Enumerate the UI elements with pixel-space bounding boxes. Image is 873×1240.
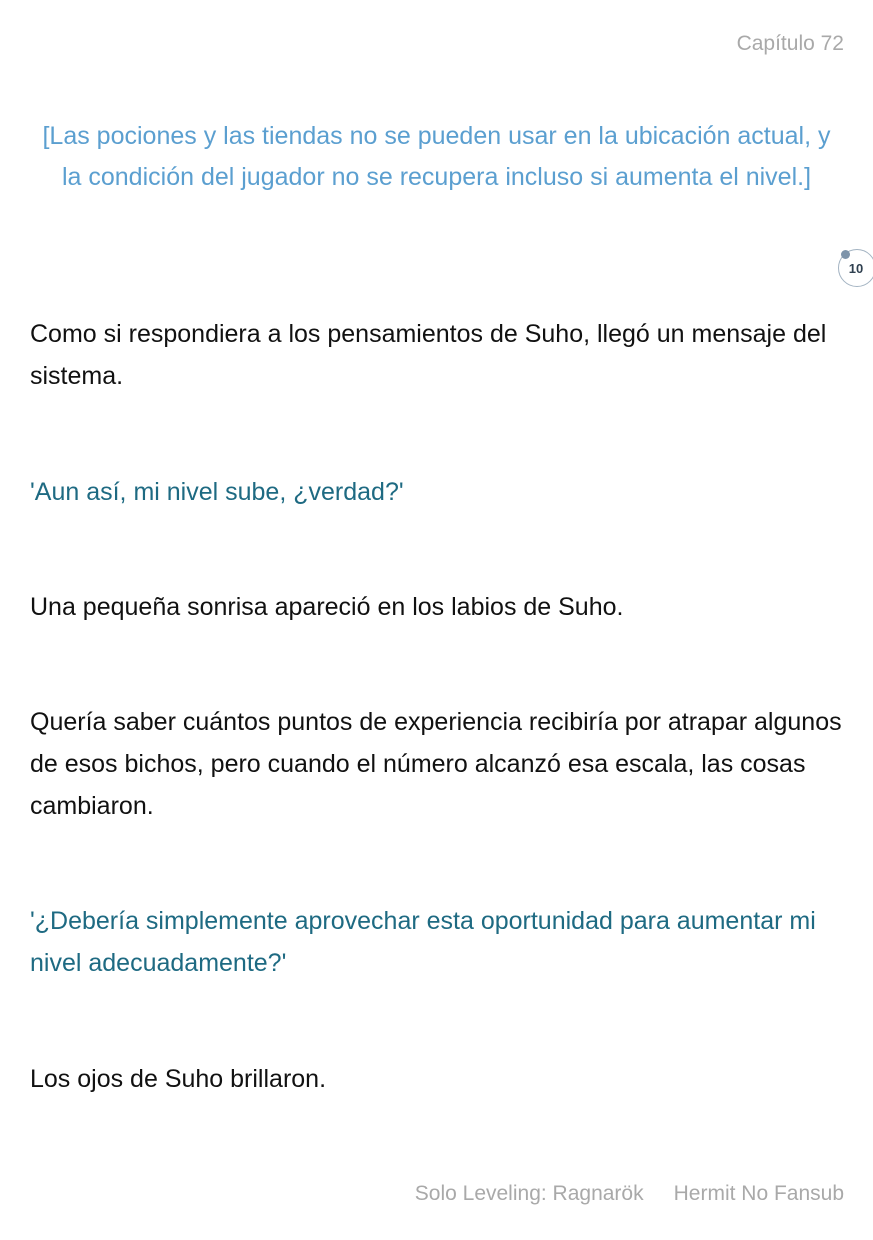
footer [415,1182,844,1206]
narration-paragraph: Quería saber cuántos puntos de experiencia recibiría por atrapar algunos de esos bichos, pero cuando el número alcanzó esa escala, las cosas cambiaron. [30,708,842,820]
narration-paragraph: Los ojos de Suho brillaron. [30,1065,327,1093]
thought-paragraph: '¿Debería simplemente aprovechar esta oportunidad para aumentar mi nivel adecuadamente?' [30,907,816,977]
novel-title: Solo Leveling: Ragnarök [414,1182,644,1205]
comment-count: 10 [848,261,864,276]
comment-indicator-dot [841,250,850,259]
narration-paragraph: Como si respondiera a los pensamientos de Suho, llegó un mensaje del sistema. [30,320,827,390]
narration-paragraph: Una pequeña sonrisa apareció en los labios de Suho. [30,593,624,621]
thought-paragraph: 'Aun así, mi nivel sube, ¿verdad?' [30,478,404,506]
chapter-label: Capítulo 72 [736,32,844,55]
comment-count-badge[interactable] [838,249,873,287]
system-message: [Las pociones y las tiendas no se pueden usar en la ubicación actual, y la condición del jugador no se recupera incluso si aumenta el nivel.] [42,122,831,191]
translator-credit: Hermit No Fansub [673,1182,844,1205]
